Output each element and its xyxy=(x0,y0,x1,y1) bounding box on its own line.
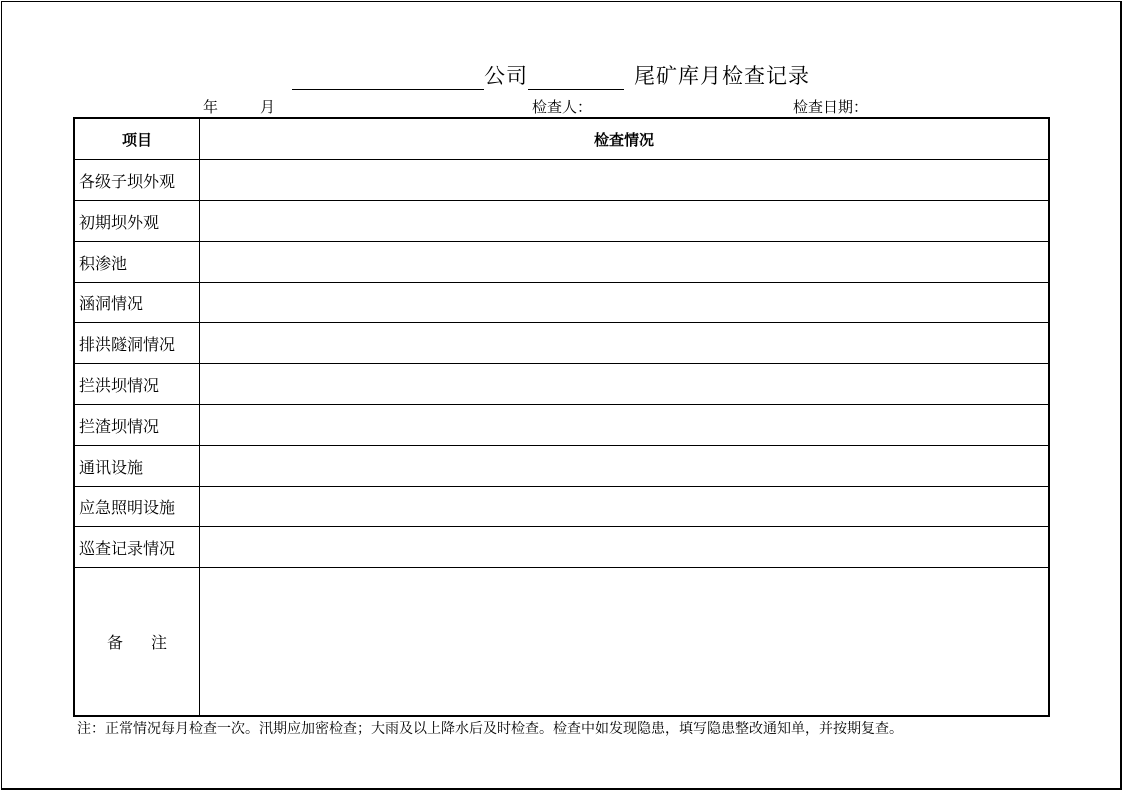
table-row xyxy=(75,201,1048,242)
row-label: 初期坝外观 xyxy=(79,212,160,232)
row-status-cell[interactable] xyxy=(200,527,1048,567)
mine-name-blank[interactable] xyxy=(528,65,624,90)
table-row xyxy=(75,405,1048,446)
row-label: 拦渣坝情况 xyxy=(79,416,160,436)
footnote: 注：正常情况每月检查一次。汛期应加密检查；大雨及以上降水后及时检查。检查中如发现隐患，填写隐患整改通知单，并按期复查。 xyxy=(77,721,903,737)
company-suffix: 公司 xyxy=(484,64,528,88)
row-status-cell[interactable] xyxy=(200,446,1048,486)
inspection-date-label: 检查日期： xyxy=(793,98,869,116)
month-label: 月 xyxy=(260,98,276,116)
row-label: 巡查记录情况 xyxy=(79,538,176,558)
inspector-label: 检查人： xyxy=(532,98,593,116)
header-item: 项目 xyxy=(121,130,152,149)
row-label: 通讯设施 xyxy=(79,457,144,477)
inspection-table xyxy=(73,117,1050,717)
row-status-cell[interactable] xyxy=(200,160,1048,200)
row-label: 拦洪坝情况 xyxy=(79,375,160,395)
row-status-cell[interactable] xyxy=(200,487,1048,526)
table-row xyxy=(75,283,1048,323)
table-row xyxy=(75,364,1048,405)
header-status: 检查情况 xyxy=(593,130,654,149)
table-row xyxy=(75,160,1048,201)
row-status-cell[interactable] xyxy=(200,405,1048,445)
row-label: 排洪隧洞情况 xyxy=(79,334,176,354)
row-status-cell[interactable] xyxy=(200,201,1048,241)
row-label: 积渗池 xyxy=(79,253,128,273)
row-status-cell[interactable] xyxy=(200,364,1048,404)
year-label: 年 xyxy=(203,98,219,116)
remarks-cell[interactable] xyxy=(200,568,1048,715)
company-name-blank[interactable] xyxy=(292,65,484,90)
table-row xyxy=(75,527,1048,568)
table-row xyxy=(75,487,1048,527)
row-status-cell[interactable] xyxy=(200,283,1048,322)
table-row xyxy=(75,323,1048,364)
row-status-cell[interactable] xyxy=(200,323,1048,363)
table-header-row xyxy=(75,119,1048,160)
record-title: 尾矿库月检查记录 xyxy=(634,64,810,88)
table-row xyxy=(75,446,1048,487)
row-label: 应急照明设施 xyxy=(79,498,176,517)
row-label: 各级子坝外观 xyxy=(79,171,176,191)
remarks-label: 备注 xyxy=(106,633,195,652)
form-title xyxy=(292,60,810,90)
table-row xyxy=(75,242,1048,283)
row-status-cell[interactable] xyxy=(200,242,1048,282)
row-label: 涵洞情况 xyxy=(79,294,144,313)
